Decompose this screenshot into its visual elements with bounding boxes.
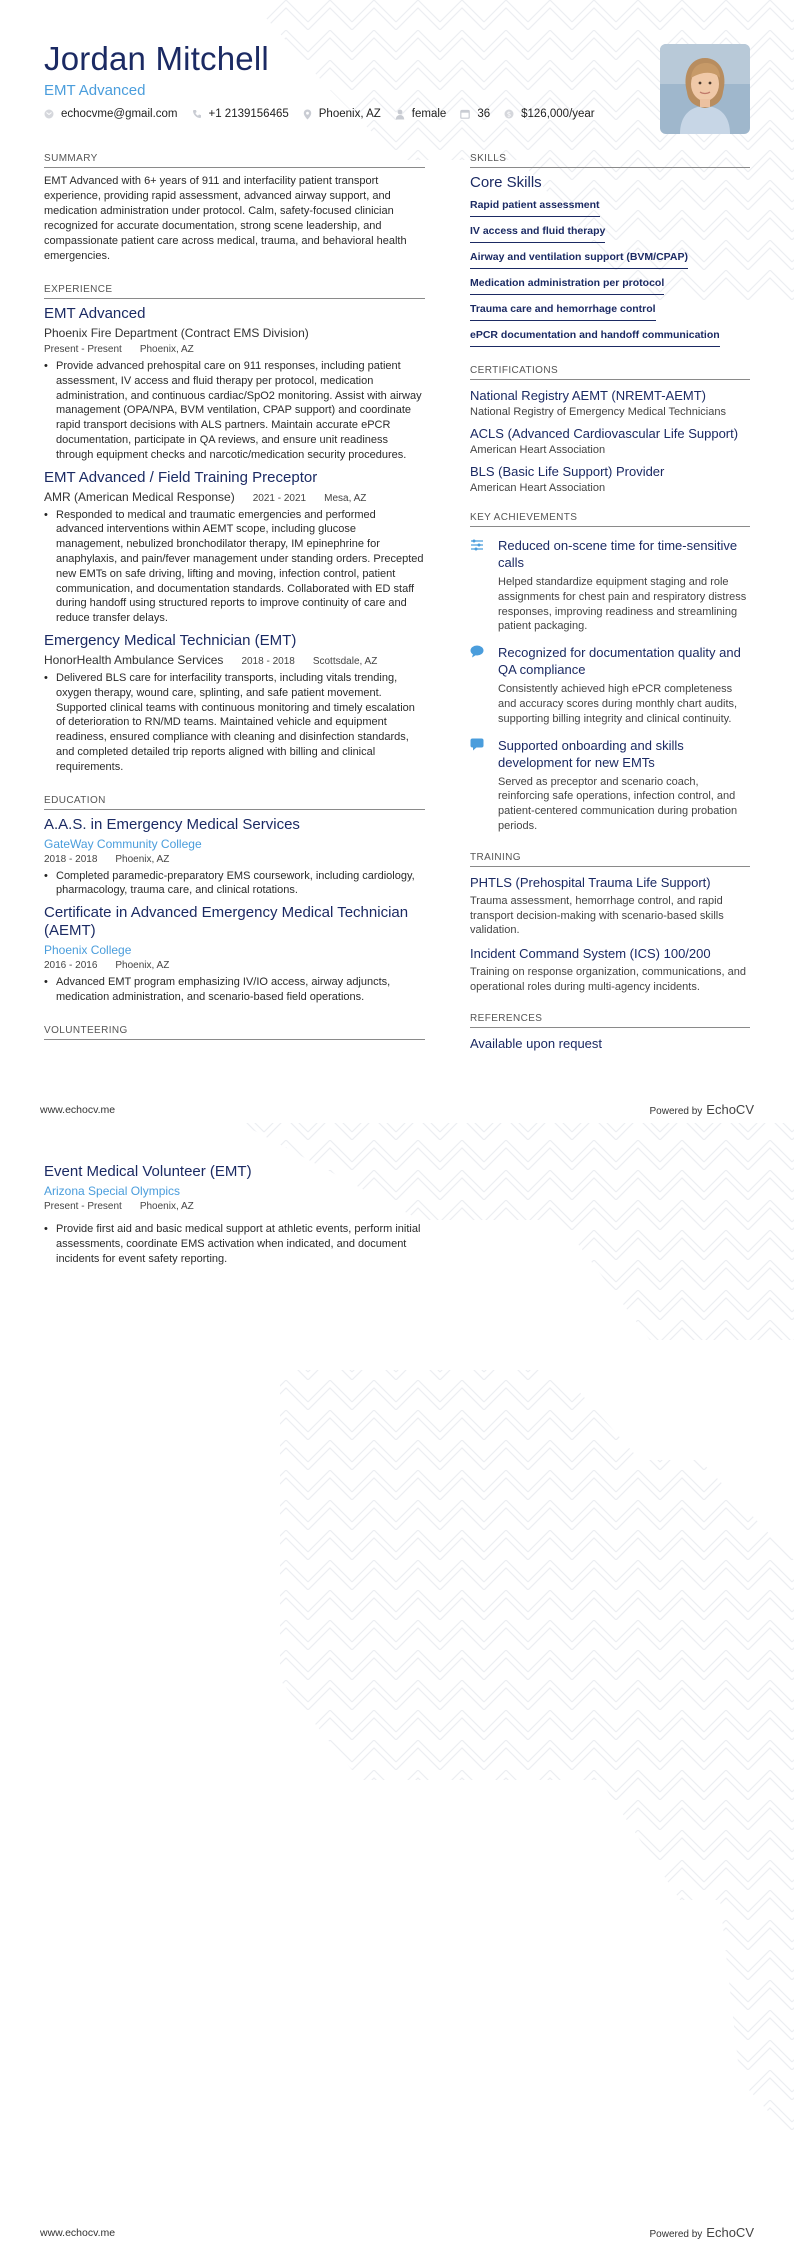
profile-photo-image xyxy=(660,44,750,134)
education-dates: 2018 - 2018 xyxy=(44,853,98,865)
job-bullet: • Delivered BLS care for interfacility transports, including vitals trending, oxygen therapy, wound care, splinting, and safe patient movement. Supported clinical teams with continuous monitoring and timely escalation of deterioration to RN/MD teams. Maintained vehicle and equipment readiness, ensured compliance with cleaning and disinfection standards, and completed detailed trip reports aligned with billing and clinical requirements. xyxy=(44,671,425,775)
training-heading: TRAINING xyxy=(470,852,750,867)
certification-title: National Registry AEMT (NREMT-AEMT) xyxy=(470,388,706,403)
brand-logo: EchoCV xyxy=(706,2225,754,2240)
skill-tag: IV access and fluid therapy xyxy=(470,219,605,243)
job-employer: AMR (American Medical Response) xyxy=(44,489,235,504)
degree-title: A.A.S. in Emergency Medical Services xyxy=(44,815,300,833)
footer-brand xyxy=(649,1102,754,1117)
certification-title: ACLS (Advanced Cardiovascular Life Support) xyxy=(470,426,739,441)
age-text: 36 xyxy=(477,108,491,120)
salary-text: $126,000/year xyxy=(521,108,595,120)
education-dates: 2016 - 2016 xyxy=(44,960,98,972)
education-meta xyxy=(44,960,425,971)
location-text: Phoenix, AZ xyxy=(318,108,381,120)
job-title: EMT Advanced / Field Training Preceptor xyxy=(44,468,318,486)
achievement-description: Helped standardize equipment staging and role assignments for chest pain and respiratory distress responses, improving readiness and streamlining patient packaging. xyxy=(498,576,747,633)
job-bullet: • Provide advanced prehospital care on 911 responses, including patient assessment, IV access and fluid therapy per protocol, medication administration, and continuous cardiac/SpO2 monitoring. Assist with airway management (OPA/NPA, BVM ventilation, CPAP support) and coordinate rapid transport decisions with ALS partners. Maintain accurate ePCR documentation, participate in QA reviews, and ensure unit readiness through equipment checks and narcotic/medication security procedures. xyxy=(44,359,425,463)
money-icon xyxy=(504,109,514,119)
achievements-heading: KEY ACHIEVEMENTS xyxy=(470,512,750,527)
svg-text:$: $ xyxy=(506,110,512,119)
job-bullet: • Responded to medical and traumatic emergencies and performed advanced interventions within AEMT scope, including glucose management, nebulized bronchodilator therapy, IM epinephrine for anaphylaxis, and pain/fever management under standing orders. Precepted new EMTs on safe driving, lifting and moving, infection control, patient communication, and documentation standards. Collaborated with ED staff during handoff using structured reports to improve continuity of care and reduce transfer delays. xyxy=(44,508,425,626)
skill-tag: Medication administration per protocol xyxy=(470,271,664,295)
experience-heading: EXPERIENCE xyxy=(44,284,425,299)
job-title: EMT Advanced xyxy=(44,305,146,322)
contact-location xyxy=(303,108,381,120)
volunteer-title: Event Medical Volunteer (EMT) xyxy=(44,1163,252,1180)
education-bullet: • Advanced EMT program emphasizing IV/IO access, airway adjuncts, medication administration, and scenario-based field operations. xyxy=(44,975,425,1005)
page-2 xyxy=(0,1123,794,2246)
job-dates: Present - Present xyxy=(44,344,122,355)
comment-icon xyxy=(470,737,490,834)
contact-gender xyxy=(395,108,447,120)
footer-brand xyxy=(649,2225,754,2240)
profile-photo xyxy=(660,44,750,134)
contact-age xyxy=(460,108,490,120)
left-column xyxy=(44,1163,425,1266)
certification-issuer: National Registry of Emergency Medical Technicians xyxy=(470,406,726,418)
job-employer: HonorHealth Ambulance Services xyxy=(44,652,224,667)
training-description: Training on response organization, communications, and operational roles during multi-agency incidents. xyxy=(470,966,746,993)
skills-group-title: Core Skills xyxy=(470,174,542,191)
job-location: Phoenix, AZ xyxy=(139,344,194,355)
certification-issuer: American Heart Association xyxy=(470,482,606,494)
contact-bar xyxy=(44,108,609,120)
volunteer-location: Phoenix, AZ xyxy=(139,1201,194,1212)
job-meta xyxy=(44,490,425,504)
certification-issuer: American Heart Association xyxy=(470,444,606,456)
email-icon xyxy=(44,109,54,119)
right-column xyxy=(470,153,750,1051)
achievement-item xyxy=(470,537,750,634)
skills-heading: SKILLS xyxy=(470,153,750,168)
location-pin-icon xyxy=(303,109,312,120)
achievement-description: Served as preceptor and scenario coach, reinforcing safe operations, infection control, and patient-centered communication during probation periods. xyxy=(498,775,738,832)
candidate-title: EMT Advanced xyxy=(44,82,146,99)
job-location: Mesa, AZ xyxy=(324,492,367,504)
gender-text: female xyxy=(411,108,447,120)
training-description: Trauma assessment, hemorrhage control, and rapid transport decision-making with scenario-based skills validation. xyxy=(470,894,724,937)
powered-by-text: Powered by xyxy=(649,2229,703,2240)
footer-url[interactable]: www.echocv.me xyxy=(40,1104,116,1116)
education-item xyxy=(44,816,425,899)
left-column xyxy=(44,153,425,1040)
skill-tag: Rapid patient assessment xyxy=(470,193,600,217)
sliders-icon xyxy=(470,537,490,634)
speech-bubble-icon xyxy=(470,644,490,726)
achievement-item xyxy=(470,644,750,726)
job-employer: Phoenix Fire Department (Contract EMS Division) xyxy=(44,326,309,340)
job-title: Emergency Medical Technician (EMT) xyxy=(44,631,297,649)
certification-title: BLS (Basic Life Support) Provider xyxy=(470,464,665,479)
references-text: Available upon request xyxy=(470,1035,603,1051)
volunteering-item xyxy=(44,1163,425,1266)
references-heading: REFERENCES xyxy=(470,1013,750,1028)
job-meta xyxy=(44,344,425,355)
skill-tag: ePCR documentation and handoff communication xyxy=(470,323,720,347)
experience-item xyxy=(44,469,425,626)
education-meta xyxy=(44,854,425,865)
calendar-icon xyxy=(460,109,470,119)
powered-by-text: Powered by xyxy=(649,1106,703,1117)
phone-text: +1 2139156465 xyxy=(208,108,289,120)
achievement-description: Consistently achieved high ePCR completeness and accuracy scores during monthly chart audits, supporting billing integrity and clinical continuity. xyxy=(498,683,738,725)
candidate-name: Jordan Mitchell xyxy=(44,40,269,77)
job-meta xyxy=(44,653,425,667)
job-dates: 2021 - 2021 xyxy=(252,492,307,504)
achievement-title: Supported onboarding and skills development for new EMTs xyxy=(498,737,684,770)
education-item xyxy=(44,904,425,1005)
job-dates: 2018 - 2018 xyxy=(241,655,295,667)
brand-logo: EchoCV xyxy=(706,1102,754,1117)
degree-title: Certificate in Advanced Emergency Medical Technician (AEMT) xyxy=(44,904,409,940)
achievement-title: Recognized for documentation quality and QA compliance xyxy=(498,645,741,678)
footer-url[interactable]: www.echocv.me xyxy=(40,2227,116,2239)
education-location: Phoenix, AZ xyxy=(115,853,170,865)
skill-tag: Trauma care and hemorrhage control xyxy=(470,297,656,321)
experience-item xyxy=(44,632,425,775)
achievement-item xyxy=(470,737,750,834)
training-title: Incident Command System (ICS) 100/200 xyxy=(470,946,711,962)
experience-item xyxy=(44,305,425,463)
person-icon xyxy=(395,109,405,120)
email-text: echocvme@gmail.com xyxy=(61,108,178,120)
education-location: Phoenix, AZ xyxy=(115,960,170,972)
volunteer-meta xyxy=(44,1201,425,1212)
contact-salary xyxy=(504,108,595,120)
summary-text: EMT Advanced with 6+ years of 911 and interfacility patient transport experience, providing rapid assessment, advanced airway support, and medication administration under protocol. Calm, safety-focused clinician recognized for accurate documentation, strong scene leadership, and compassionate patient care across medical, trauma, and behavioral health emergencies. xyxy=(44,175,407,262)
phone-icon xyxy=(192,109,202,119)
school-name: GateWay Community College xyxy=(44,836,202,851)
summary-heading: SUMMARY xyxy=(44,153,425,168)
contact-email[interactable] xyxy=(44,108,178,120)
education-heading: EDUCATION xyxy=(44,795,425,810)
job-location: Scottsdale, AZ xyxy=(312,655,378,667)
volunteer-dates: Present - Present xyxy=(44,1201,122,1212)
volunteer-bullet: • Provide first aid and basic medical support at athletic events, perform initial assessments, coordinate EMS activation when indicated, and document incidents for event safety reporting. xyxy=(44,1222,425,1266)
achievement-title: Reduced on-scene time for time-sensitive calls xyxy=(498,538,738,570)
training-title: PHTLS (Prehospital Trauma Life Support) xyxy=(470,874,711,890)
skill-tag: Airway and ventilation support (BVM/CPAP) xyxy=(470,245,688,269)
contact-phone[interactable] xyxy=(192,108,289,120)
volunteering-heading: VOLUNTEERING xyxy=(44,1025,425,1040)
certifications-heading: CERTIFICATIONS xyxy=(470,365,750,380)
school-name: Phoenix College xyxy=(44,943,132,958)
education-bullet: • Completed paramedic-preparatory EMS coursework, including cardiology, pharmacology, trauma care, and clinical rotations. xyxy=(44,869,425,899)
volunteer-organization: Arizona Special Olympics xyxy=(44,1184,181,1198)
